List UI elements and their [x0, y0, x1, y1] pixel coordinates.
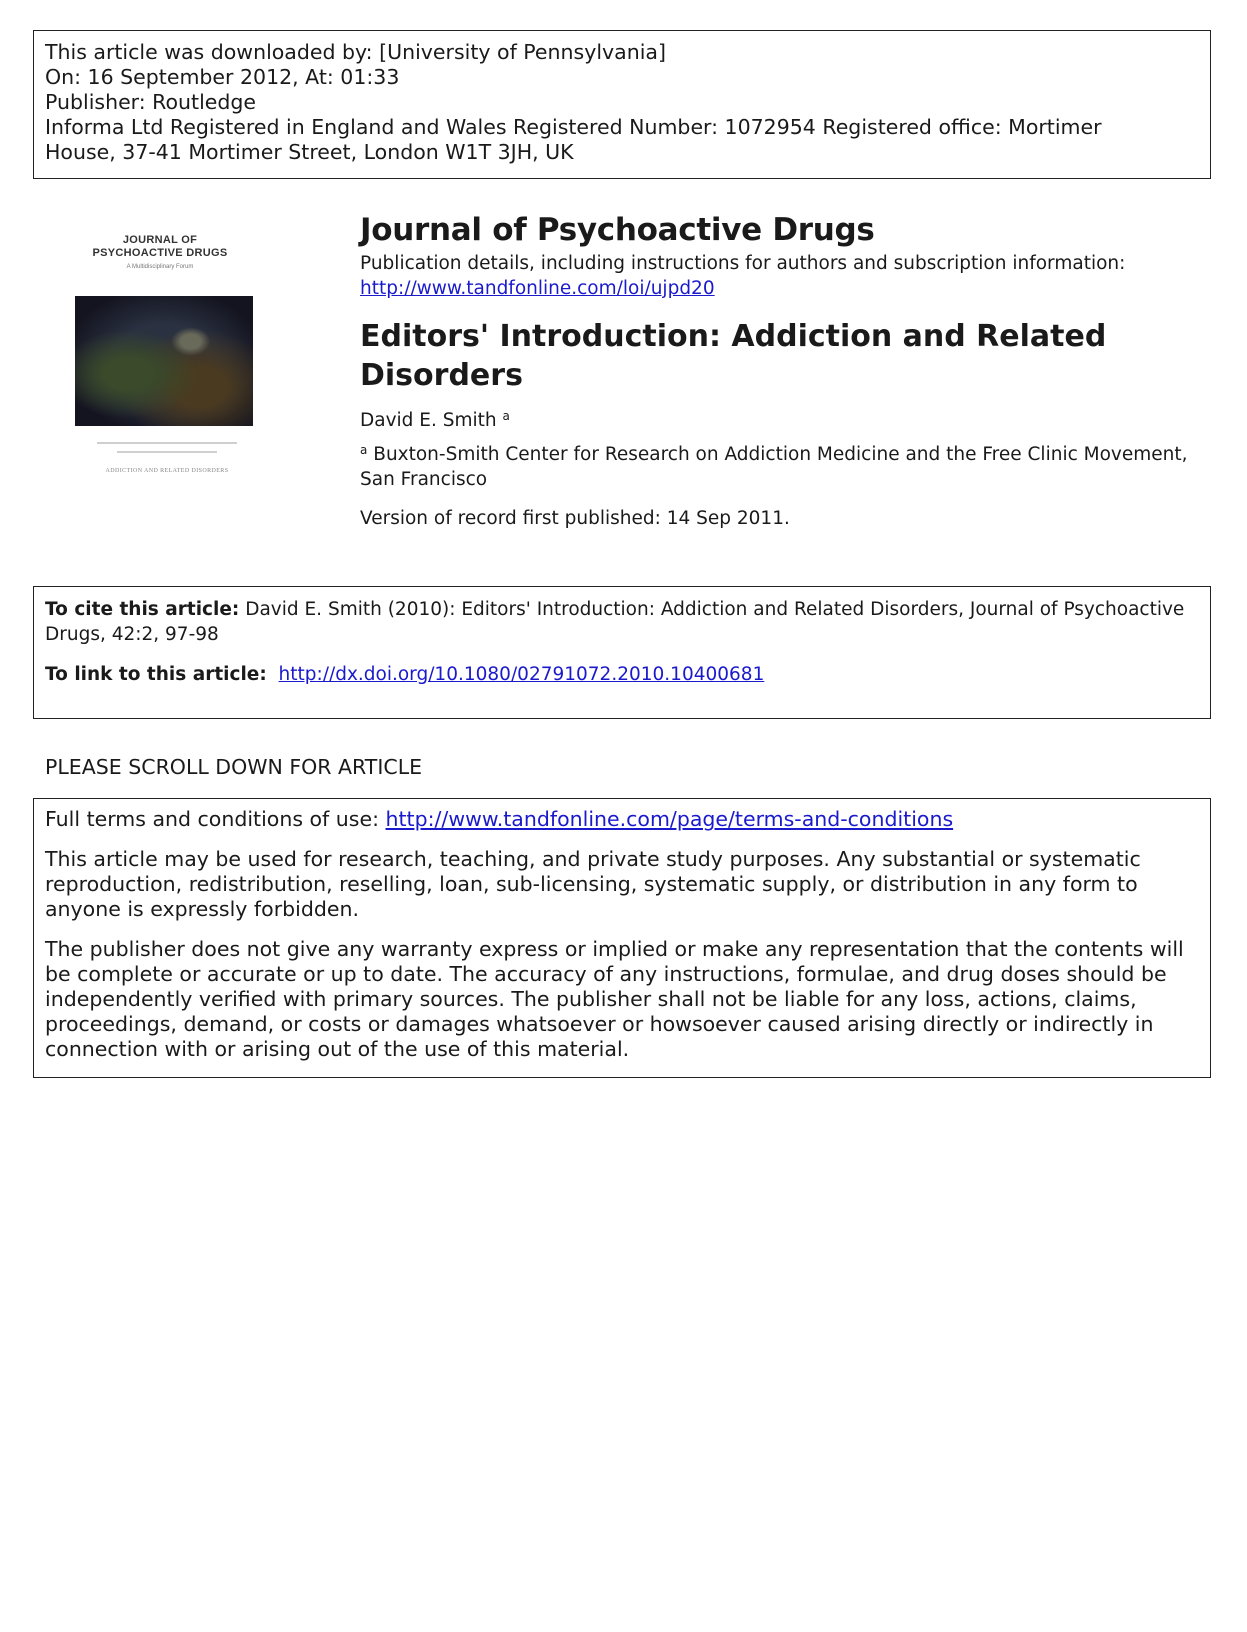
affiliation: [360, 438, 1220, 492]
publication-details: Publication details, including instructions for authors and subscription information:: [360, 253, 1126, 274]
link-label: To link to this article:: [45, 664, 267, 685]
article-title: Editors' Introduction: Addiction and Related Disorders: [360, 319, 1107, 393]
terms-link[interactable]: http://www.tandfonline.com/page/terms-and-conditions: [385, 807, 954, 831]
download-info-box: [33, 30, 1211, 179]
scroll-down-note: PLEASE SCROLL DOWN FOR ARTICLE: [45, 755, 423, 779]
cite-label: To cite this article:: [45, 599, 240, 620]
article-metadata: [360, 212, 1220, 531]
terms-paragraph-warranty: The publisher does not give any warranty express or implied or make any representation that the contents will be complete or accurate or up to date. The accuracy of any instructions, formulae, and drug doses should be independently verified with primary sources. The publisher shall not be liable for any loss, actions, claims, proceedings, demand, or costs or damages whatsoever or howsoever caused arising directly or indirectly in connection with or arising out of the use of this material.: [45, 937, 1184, 1061]
download-line-address: House, 37-41 Mortimer Street, London W1T 3JH, UK: [45, 140, 574, 164]
terms-label: Full terms and conditions of use:: [45, 807, 379, 831]
citation-box: [33, 586, 1211, 719]
citation-line: [45, 597, 1199, 647]
author: [360, 403, 1220, 434]
cover-title: [62, 234, 258, 260]
terms-box: [33, 798, 1211, 1078]
author-name: David E. Smith: [360, 410, 497, 431]
cover-subtitle: A Multidisciplinary Forum: [126, 264, 194, 270]
download-line-publisher: Publisher: Routledge: [45, 90, 257, 114]
terms-line: [45, 807, 1199, 832]
affiliation-marker: a: [360, 443, 368, 457]
author-affiliation-marker: a: [502, 409, 510, 423]
journal-cover-image: [62, 216, 258, 524]
cover-title-line1: JOURNAL OF: [122, 234, 198, 246]
publication-url-link[interactable]: http://www.tandfonline.com/loi/ujpd20: [360, 278, 715, 299]
download-line-institution: This article was downloaded by: [University of Pennsylvania]: [45, 40, 666, 64]
link-line: [45, 662, 1199, 687]
cover-artwork: [75, 296, 253, 426]
download-line-date: On: 16 September 2012, At: 01:33: [45, 65, 400, 89]
cite-text: David E. Smith (2010): Editors' Introduction: Addiction and Related Disorders, Journal of Psychoactive Drugs, 42:2, 97-98: [45, 599, 1185, 645]
cover-divider-lines: [92, 442, 242, 460]
cover-caption: ADDICTION AND RELATED DISORDERS: [105, 468, 229, 474]
journal-title: Journal of Psychoactive Drugs: [360, 212, 875, 248]
download-line-registration: Informa Ltd Registered in England and Wales Registered Number: 1072954 Registered office: Mortimer: [45, 115, 1102, 139]
terms-paragraph-usage: This article may be used for research, teaching, and private study purposes. Any substantial or systematic reproduction, redistribution, reselling, loan, sub-licensing, systematic supply, or distribution in any form to anyone is expressly forbidden.: [45, 847, 1141, 921]
affiliation-text: Buxton-Smith Center for Research on Addiction Medicine and the Free Clinic Movement, San Francisco: [360, 444, 1188, 490]
version-note: Version of record first published: 14 Sep 2011.: [360, 508, 790, 529]
doi-link[interactable]: http://dx.doi.org/10.1080/02791072.2010.10400681: [278, 664, 765, 685]
cover-title-line2: PSYCHOACTIVE DRUGS: [92, 247, 228, 259]
